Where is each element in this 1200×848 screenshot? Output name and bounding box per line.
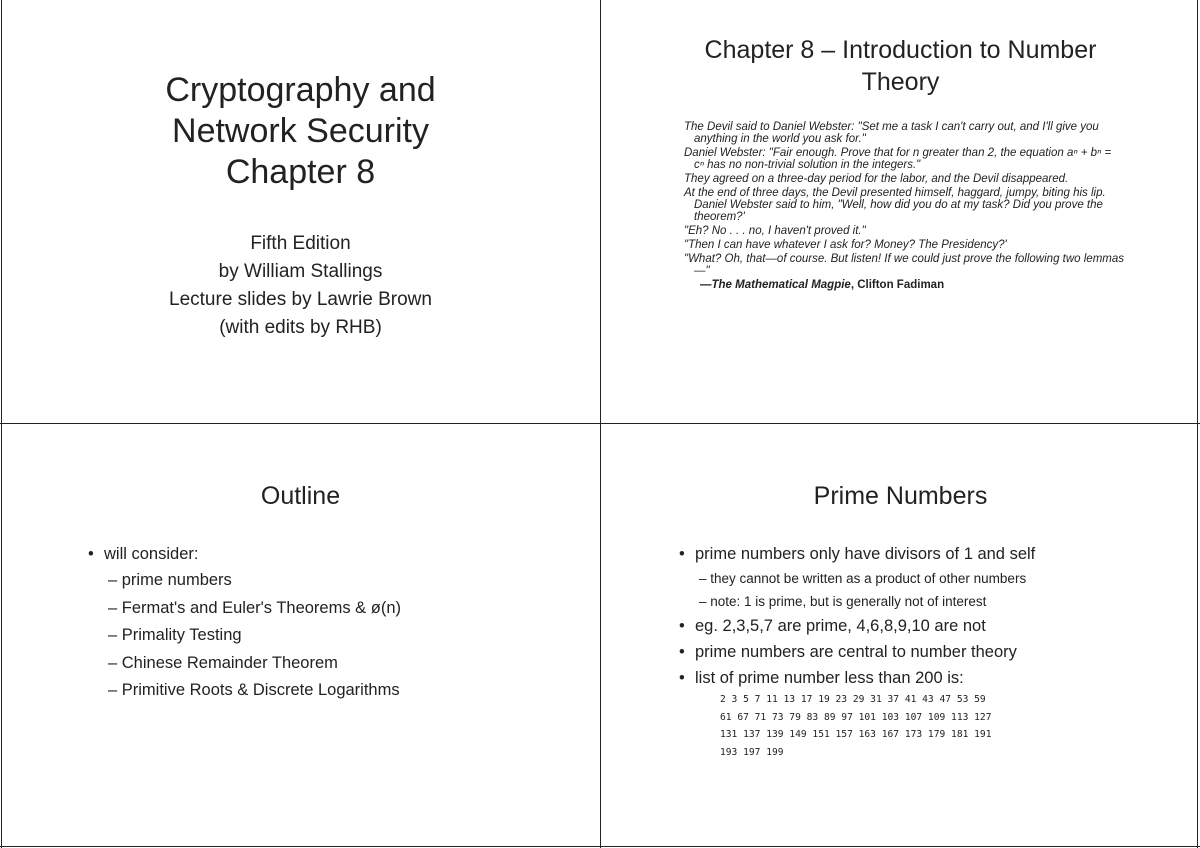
subtitle-line: (with edits by RHB)	[219, 317, 382, 338]
quote-paragraph: At the end of three days, the Devil presented himself, haggard, jumpy, biting his lip. Daniel Webster said to him, "Well, how did you do at my task? Did you prove the theorem?'	[684, 187, 1106, 223]
slide-title-heading	[0, 70, 601, 193]
attribution-book: —The Mathematical Magpie	[700, 279, 851, 291]
bullet-text: eg. 2,3,5,7 are prime, 4,6,8,9,10 are not	[695, 617, 986, 635]
bullet-item	[679, 665, 1179, 691]
subtitle-line: Fifth Edition	[250, 233, 351, 254]
bullet-text: list of prime number less than 200 is:	[695, 669, 964, 687]
bullet-dot-icon: •	[679, 643, 685, 661]
primes-line: 2 3 5 7 11 13 17 19 23 29 31 37 41 43 47 53 59	[720, 694, 986, 705]
attribution-author: , Clifton Fadiman	[850, 279, 945, 291]
slide-divider-horizontal	[0, 423, 1200, 424]
primes-line: 131 137 139 149 151 157 163 167 173 179 181 191	[720, 729, 992, 740]
bullet-dot-icon: •	[679, 545, 685, 563]
slide-heading	[601, 34, 1200, 98]
quote-paragraph: "What? Oh, that—of course. But listen! If we could just prove the following two lemmas—"	[684, 253, 1125, 277]
slide-subtitle	[0, 230, 601, 342]
primes-line: 61 67 71 73 79 83 89 97 101 103 107 109 113 127	[720, 711, 992, 723]
slide-prime-numbers	[601, 424, 1200, 848]
slide-outline	[0, 424, 601, 848]
bullet-item	[679, 541, 1179, 567]
sub-item: – prime numbers	[108, 571, 232, 589]
quote-paragraph: The Devil said to Daniel Webster: "Set me a task I can't carry out, and I'll give you anything in the world you ask for."	[684, 121, 1099, 145]
bullet-text: prime numbers only have divisors of 1 and self	[695, 545, 1036, 563]
sub-item: – Primality Testing	[108, 626, 242, 644]
sub-item: – note: 1 is prime, but is generally not of interest	[699, 594, 987, 609]
title-line: Theory	[861, 68, 940, 96]
title-line: Chapter 8	[225, 153, 376, 191]
slide-heading: Prime Numbers	[813, 482, 988, 510]
prime-list	[679, 541, 1179, 761]
bullet-text: prime numbers are central to number theory	[695, 643, 1017, 661]
quote-paragraph: "Then I can have whatever I ask for? Money? The Presidency?'	[684, 239, 1007, 251]
title-line: Network Security	[172, 112, 429, 150]
bullet-dot-icon: •	[88, 545, 94, 563]
slide-intro-quote	[601, 0, 1200, 424]
page-border-bottom	[0, 846, 1200, 847]
quote-attribution	[684, 279, 1124, 291]
bullet-dot-icon: •	[679, 617, 685, 635]
bullet-text: will consider:	[104, 545, 199, 563]
sub-item: – Chinese Remainder Theorem	[108, 653, 338, 672]
sub-item: – Primitive Roots & Discrete Logarithms	[108, 681, 400, 699]
title-line: Chapter 8 – Introduction to Number	[704, 36, 1097, 64]
bullet-dot-icon: •	[679, 669, 685, 687]
quote-paragraph: They agreed on a three-day period for the labor, and the Devil disappeared.	[684, 173, 1069, 185]
subtitle-line: by William Stallings	[218, 261, 383, 282]
quote-paragraph: Daniel Webster: "Fair enough. Prove that for n greater than 2, the equation aⁿ + bⁿ = cⁿ has no non-trivial solution in the integers."	[684, 147, 1112, 171]
quote-block	[684, 121, 1124, 291]
quote-paragraph: "Eh? No . . . no, I haven't proved it."	[684, 225, 866, 237]
outline-list	[88, 541, 401, 705]
sub-item: – they cannot be written as a product of other numbers	[699, 571, 1027, 586]
subtitle-line: Lecture slides by Lawrie Brown	[169, 289, 432, 310]
primes-line: 193 197 199	[720, 746, 784, 758]
page-border-right	[1197, 0, 1198, 848]
page-border-left	[1, 0, 2, 848]
sub-item: – Fermat's and Euler's Theorems & ø(n)	[108, 598, 402, 617]
slide-heading: Outline	[260, 482, 341, 510]
title-line: Cryptography and	[165, 71, 436, 109]
slide-title	[0, 0, 601, 424]
slide-divider-vertical	[600, 0, 601, 848]
bullet-item	[679, 613, 1179, 639]
bullet-item	[679, 639, 1179, 665]
bullet-item	[88, 541, 401, 567]
